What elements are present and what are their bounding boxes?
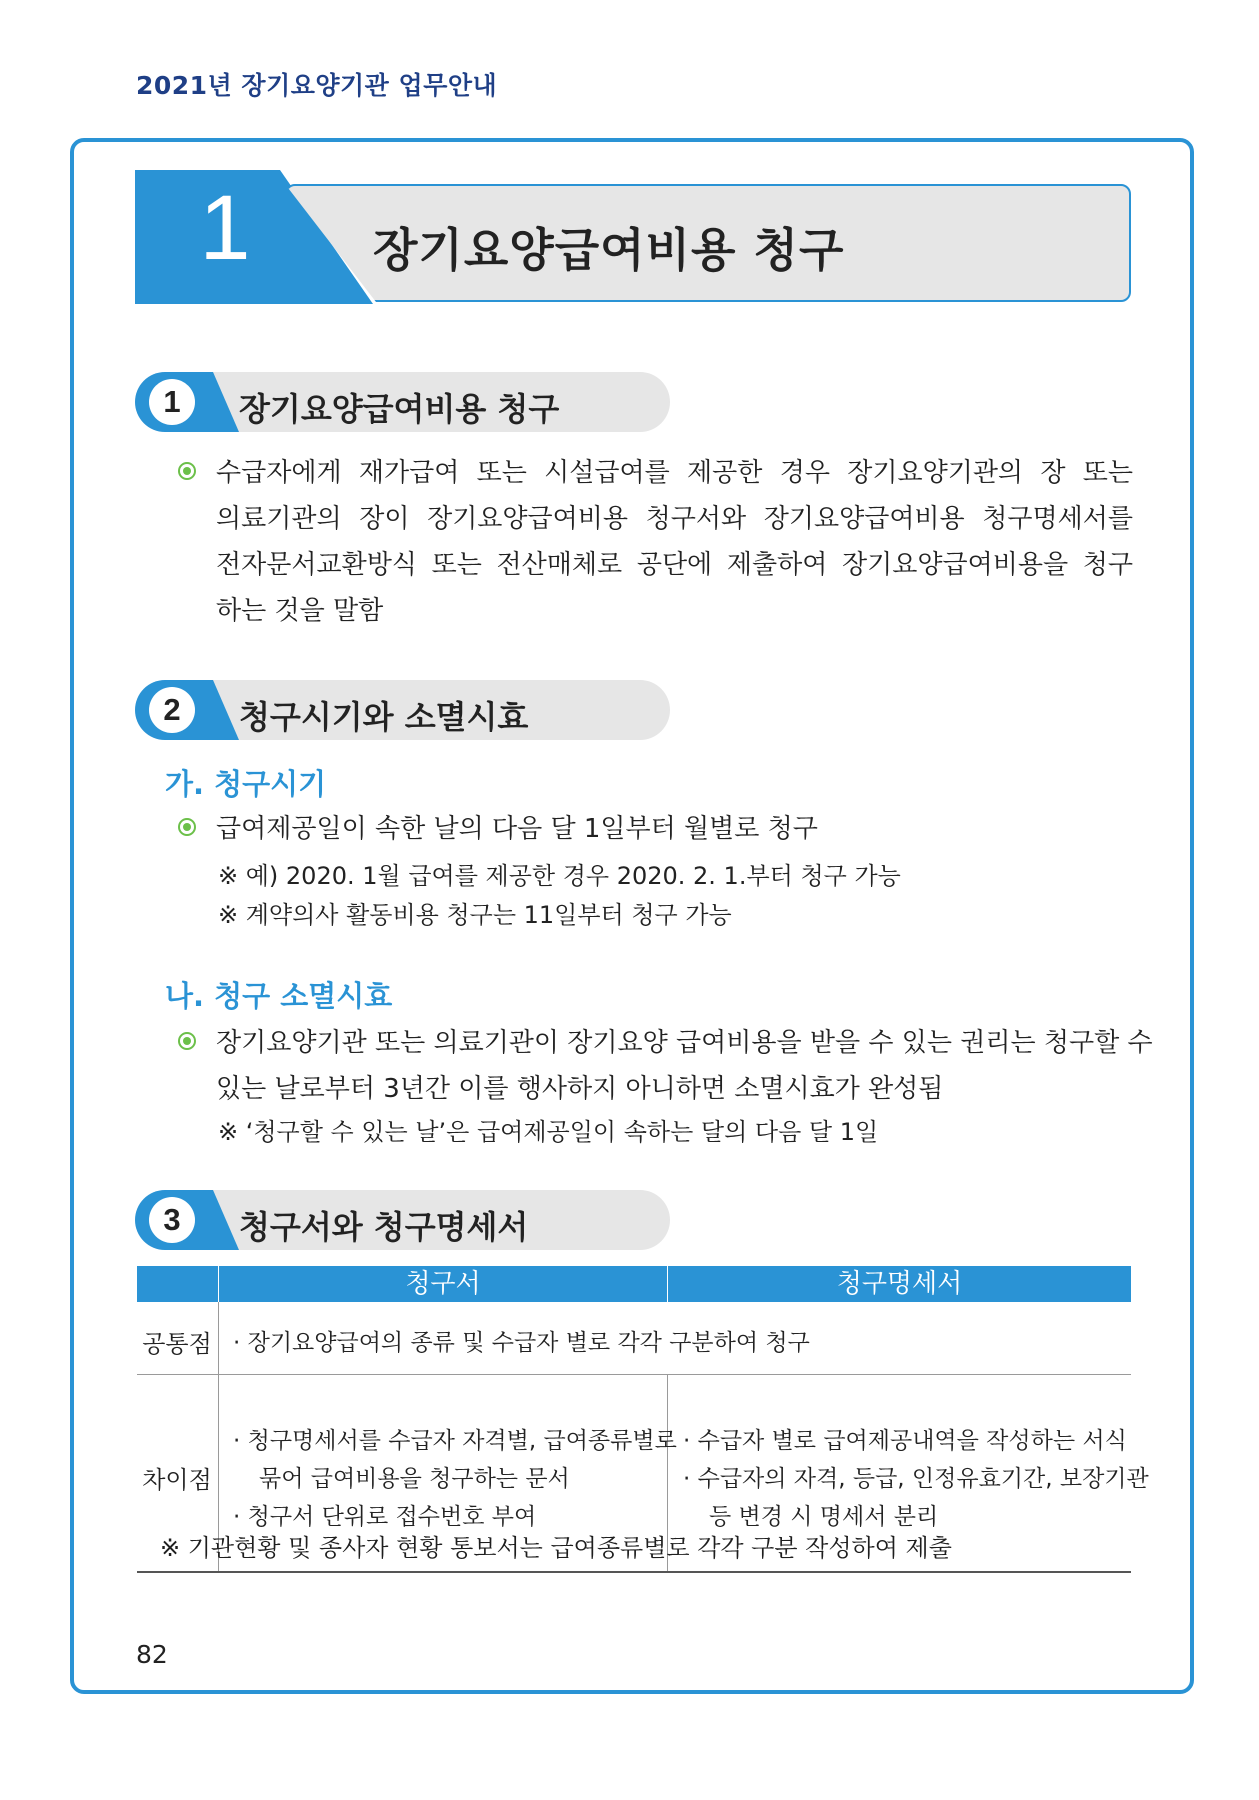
table-cell: · 장기요양급여의 종류 및 수급자 별로 각각 구분하여 청구 bbox=[233, 1330, 810, 1356]
running-head: 2021년 장기요양기관 업무안내 bbox=[136, 71, 498, 100]
table-header-row bbox=[137, 1266, 1131, 1302]
section-heading-3 bbox=[135, 1190, 670, 1250]
header-divider bbox=[667, 1266, 668, 1302]
paragraph-line: 의료기관의 장이 장기요양급여비용 청구서와 장기요양급여비용 청구명세서를 bbox=[216, 504, 1133, 534]
table-row-label: 차이점 bbox=[142, 1466, 212, 1494]
chapter-title: 장기요양급여비용 청구 bbox=[373, 223, 845, 277]
table-cell: 등 변경 시 명세서 분리 bbox=[709, 1504, 939, 1530]
bullet-icon bbox=[178, 1032, 196, 1050]
note-line: ※ 예) 2020. 1월 급여를 제공한 경우 2020. 2. 1.부터 청구 가능 bbox=[218, 862, 901, 890]
section-heading-2 bbox=[135, 680, 670, 740]
section-number: 3 bbox=[149, 1197, 195, 1243]
table-bottom-rule bbox=[137, 1571, 1131, 1573]
section-title: 청구시기와 소멸시효 bbox=[239, 698, 529, 736]
chapter-banner bbox=[135, 170, 1133, 304]
paragraph-line: 장기요양기관 또는 의료기관이 장기요양 급여비용을 받을 수 있는 권리는 청구할 수 bbox=[216, 1028, 1153, 1058]
table-cell: · 수급자 별로 급여제공내역을 작성하는 서식 bbox=[683, 1428, 1127, 1454]
page-number: 82 bbox=[136, 1640, 168, 1669]
header-divider bbox=[218, 1266, 219, 1302]
section-number: 1 bbox=[149, 379, 195, 425]
table-footnote: ※ 기관현황 및 종사자 현황 통보서는 급여종류별로 각각 구분 작성하여 제출 bbox=[160, 1534, 952, 1562]
section-title: 청구서와 청구명세서 bbox=[239, 1208, 529, 1246]
paragraph-line: 있는 날로부터 3년간 이를 행사하지 아니하면 소멸시효가 완성됨 bbox=[216, 1074, 944, 1104]
subheading-a: 가. 청구시기 bbox=[165, 767, 327, 801]
section-heading-1 bbox=[135, 372, 670, 432]
section-title: 장기요양급여비용 청구 bbox=[239, 390, 560, 428]
table-header-cell: 청구명세서 bbox=[836, 1269, 963, 1299]
bullet-icon bbox=[178, 462, 196, 480]
chapter-number: 1 bbox=[199, 177, 251, 279]
note-line: ※ ‘청구할 수 있는 날’은 급여제공일이 속하는 달의 다음 달 1일 bbox=[218, 1118, 879, 1146]
section-number: 2 bbox=[149, 687, 195, 733]
table-cell: · 청구명세서를 수급자 자격별, 급여종류별로 bbox=[233, 1428, 677, 1454]
subheading-b: 나. 청구 소멸시효 bbox=[165, 979, 393, 1013]
table-header-cell: 청구서 bbox=[405, 1269, 481, 1299]
paragraph-line: 하는 것을 말함 bbox=[216, 596, 384, 626]
paragraph-line: 수급자에게 재가급여 또는 시설급여를 제공한 경우 장기요양기관의 장 또는 bbox=[216, 458, 1133, 488]
table-cell: · 청구서 단위로 접수번호 부여 bbox=[233, 1504, 537, 1530]
note-line: ※ 계약의사 활동비용 청구는 11일부터 청구 가능 bbox=[218, 901, 732, 929]
table-divider bbox=[137, 1374, 1131, 1375]
table-row-label: 공통점 bbox=[142, 1330, 212, 1358]
table-cell: · 수급자의 자격, 등급, 인정유효기간, 보장기관 bbox=[683, 1466, 1149, 1492]
paragraph-line: 급여제공일이 속한 날의 다음 달 1일부터 월별로 청구 bbox=[216, 814, 818, 844]
table-cell: 묶어 급여비용을 청구하는 문서 bbox=[259, 1466, 570, 1492]
bullet-icon bbox=[178, 818, 196, 836]
paragraph-line: 전자문서교환방식 또는 전산매체로 공단에 제출하여 장기요양급여비용을 청구 bbox=[216, 550, 1133, 580]
